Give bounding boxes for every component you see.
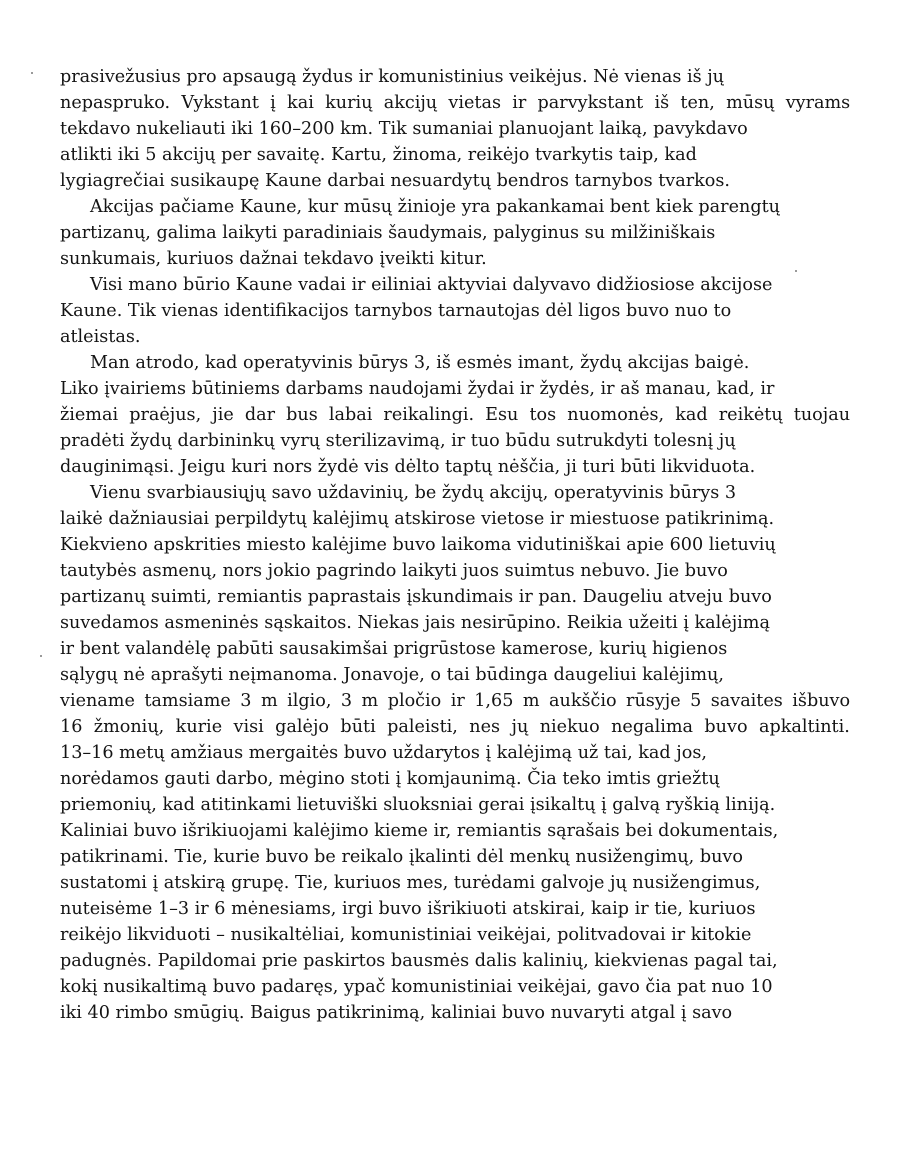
paragraph — [60, 350, 850, 480]
text-line: Akcijas pačiame Kaune, kur mūsų žinioje yra pakankamai bent kiek parengtų — [90, 197, 780, 217]
text-line: 13–16 metų amžiaus mergaitės buvo uždarytos į kalėjimą už tai, kad jos, — [60, 743, 707, 763]
paragraph — [60, 480, 850, 1026]
text-line: iki 40 rimbo smūgių. Baigus patikrinimą, kaliniai buvo nuvaryti atgal į savo — [60, 1003, 733, 1023]
paragraph — [60, 194, 850, 272]
text-line: Liko įvairiems būtiniems darbams naudojami žydai ir žydės, ir aš manau, kad, ir — [60, 379, 775, 399]
text-line: priemonių, kad atitinkami lietuviški sluoksniai gerai įsikaltų į galvą ryškią liniją. — [60, 795, 776, 815]
text-line: tekdavo nukeliauti iki 160–200 km. Tik sumaniai planuojant laiką, pavykdavo — [60, 119, 748, 139]
text-line: nepaspruko. Vykstant į kai kurių akcijų vietas ir parvykstant iš ten, mūsų vyrams — [60, 93, 851, 113]
text-line: norėdamos gauti darbo, mėgino stoti į komjaunimą. Čia teko imtis griežtų — [60, 769, 720, 789]
text-line: Vienu svarbiausiųjų savo uždavinių, be žydų akcijų, operatyvinis būrys 3 — [90, 483, 737, 503]
text-line: viename tamsiame 3 m ilgio, 3 m pločio ir 1,65 m aukščio rūsyje 5 savaites išbuvo — [60, 691, 851, 711]
text-line: atleistas. — [60, 327, 141, 347]
text-line: sustatomi į atskirą grupę. Tie, kuriuos mes, turėdami galvoje jų nusižengimus, — [60, 873, 761, 893]
text-line: prasivežusius pro apsaugą žydus ir komunistinius veikėjus. Nė vienas iš jų — [60, 67, 725, 87]
paragraph — [60, 64, 850, 194]
text-line: partizanų suimti, remiantis paprastais įskundimais ir pan. Daugeliu atveju buvo — [60, 587, 772, 607]
text-line: tautybės asmenų, nors jokio pagrindo laikyti juos suimtus nebuvo. Jie buvo — [60, 561, 728, 581]
text-line: dauginimąsi. Jeigu kuri nors žydė vis dėlto taptų nėščia, ji turi būti likviduota. — [60, 457, 756, 477]
text-line: sunkumais, kuriuos dažnai tekdavo įveikti kitur. — [60, 249, 487, 269]
text-line: Kaliniai buvo išrikiuojami kalėjimo kieme ir, remiantis sąrašais bei dokumentais, — [60, 821, 779, 841]
scan-speck — [40, 655, 42, 657]
text-line: kokį nusikaltimą buvo padaręs, ypač komunistiniai veikėjai, gavo čia pat nuo 10 — [60, 977, 773, 997]
text-line: Man atrodo, kad operatyvinis būrys 3, iš esmės imant, žydų akcijas baigė. — [90, 353, 750, 373]
text-line: laikė dažniausiai perpildytų kalėjimų atskirose vietose ir miestuose patikrinimą. — [60, 509, 775, 529]
text-line: žiemai praėjus, jie dar bus labai reikalingi. Esu tos nuomonės, kad reikėtų tuojau — [60, 405, 851, 425]
text-line: Kiekvieno apskrities miesto kalėjime buvo laikoma vidutiniškai apie 600 lietuvių — [60, 535, 776, 555]
text-line: reikėjo likviduoti – nusikaltėliai, komunistiniai veikėjai, politvadovai ir kitokie — [60, 925, 752, 945]
text-line: Visi mano būrio Kaune vadai ir eiliniai aktyviai dalyvavo didžiosiose akcijose — [90, 275, 773, 295]
text-line: partizanų, galima laikyti paradiniais šaudymais, palyginus su milžiniškais — [60, 223, 716, 243]
text-line: Kaune. Tik vienas identifikacijos tarnybos tarnautojas dėl ligos buvo nuo to — [60, 301, 732, 321]
text-line: 16 žmonių, kurie visi galėjo būti paleisti, nes jų niekuo negalima buvo apkaltinti. — [60, 717, 850, 737]
text-line: ir bent valandėlę pabūti sausakimšai prigrūstose kamerose, kurių higienos — [60, 639, 728, 659]
text-line: padugnės. Papildomai prie paskirtos bausmės dalis kalinių, kiekvienas pagal tai, — [60, 951, 778, 971]
scan-speck — [31, 72, 33, 74]
text-line: suvedamos asmeninės sąskaitos. Niekas jais nesirūpino. Reikia užeiti į kalėjimą — [60, 613, 770, 633]
paragraph — [60, 272, 850, 350]
text-line: atlikti iki 5 akcijų per savaitę. Kartu, žinoma, reikėjo tvarkytis taip, kad — [60, 145, 697, 165]
text-line: sąlygų nė aprašyti neįmanoma. Jonavoje, o tai būdinga daugeliui kalėjimų, — [60, 665, 724, 685]
text-line: patikrinami. Tie, kurie buvo be reikalo įkalinti dėl menkų nusižengimų, buvo — [60, 847, 743, 867]
text-line: pradėti žydų darbininkų vyrų sterilizavimą, ir tuo būdu sutrukdyti tolesnį jų — [60, 431, 736, 451]
document-body — [60, 64, 850, 1026]
text-line: lygiagrečiai susikaupę Kaune darbai nesuardytų bendros tarnybos tvarkos. — [60, 171, 731, 191]
text-line: nuteisėme 1–3 ir 6 mėnesiams, irgi buvo išrikiuoti atskirai, kaip ir tie, kuriuos — [60, 899, 756, 919]
